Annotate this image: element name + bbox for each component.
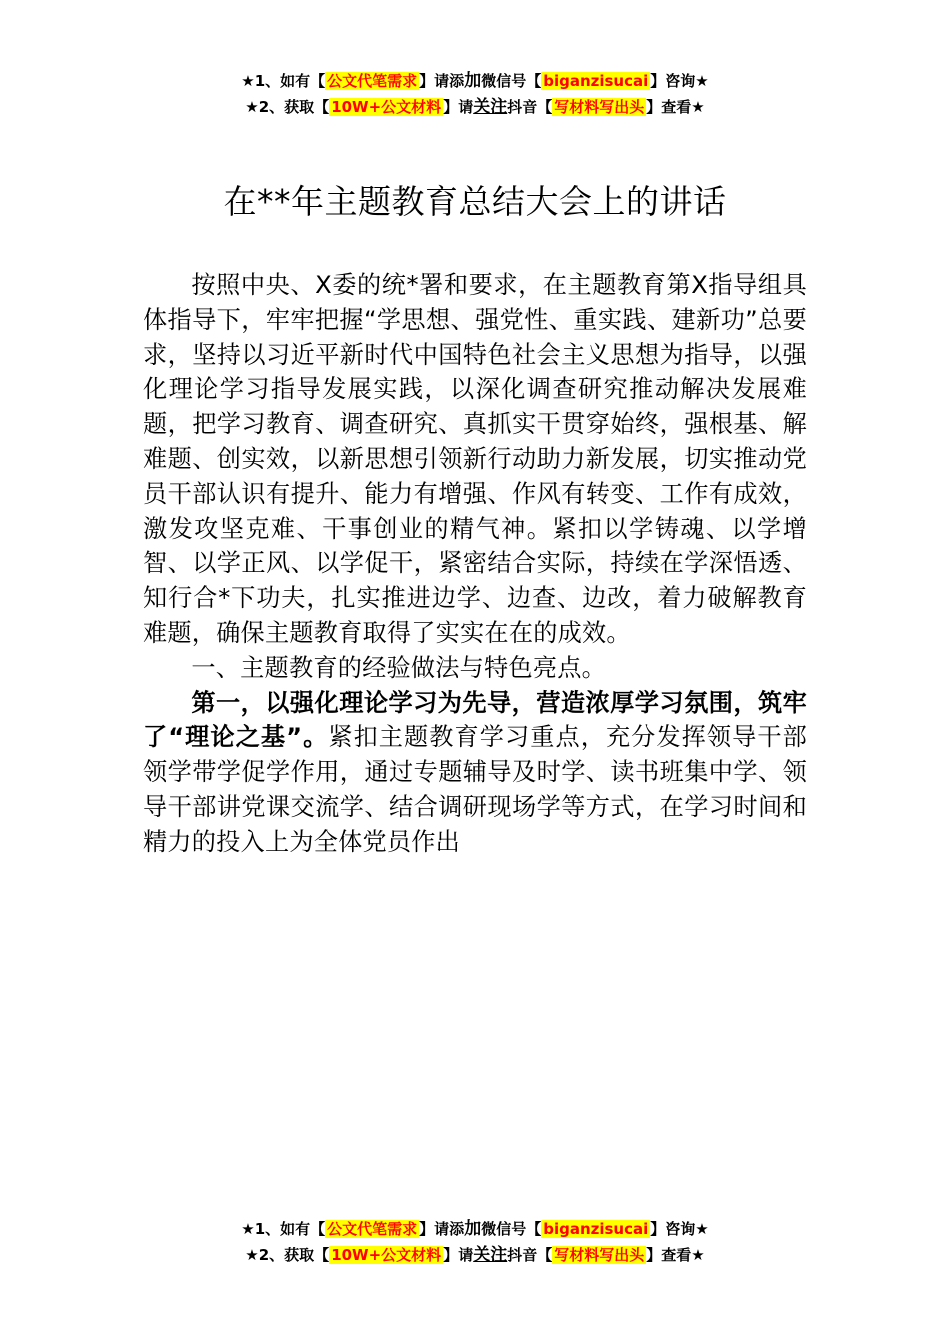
banner-text: ★1、如有【 <box>241 72 326 90</box>
paragraph-section-heading: 一、主题教育的经验做法与特色亮点。 <box>191 653 606 682</box>
banner-text: ★1、如有【 <box>241 1220 326 1238</box>
banner-text: ★2、获取【 <box>245 1246 330 1264</box>
banner-text: 】请添 <box>419 72 465 90</box>
first-point-text: 紧扣主题教育学习重点，充分发挥领导干部领学带学促学作用，通过专题辅导及时学、读书班集中学、领导干部讲党课交流学、结合调研现场学等方式，在学习时间和精力的投入上为全体党员作出 <box>143 723 807 856</box>
banner-line-1 <box>0 1216 950 1242</box>
header-banner <box>0 68 950 120</box>
banner-text: 抖音【 <box>507 1246 553 1264</box>
document-title: 在**年主题教育总结大会上的讲话 <box>223 182 727 221</box>
banner-emphasis: 加 <box>464 1219 482 1239</box>
banner-text: 】请添 <box>419 1220 465 1238</box>
paragraph-first-point <box>143 686 807 860</box>
banner-highlight: 公文代笔需求 <box>327 72 418 90</box>
banner-emphasis: 关注 <box>473 1245 508 1265</box>
banner-text: 】查看★ <box>646 1246 705 1264</box>
banner-text: 】咨询★ <box>650 72 709 90</box>
document-body <box>143 268 807 860</box>
banner-text: 抖音【 <box>507 98 553 116</box>
footer-banner <box>0 1216 950 1268</box>
banner-text: 】咨询★ <box>650 1220 709 1238</box>
banner-highlight: 10W+公文材料 <box>331 1246 442 1264</box>
banner-highlight: biganzisucai <box>543 72 649 90</box>
banner-highlight: 写材料写出头 <box>554 98 645 116</box>
paragraph-intro: 按照中央、X委的统*署和要求，在主题教育第X指导组具体指导下，牢牢把握“学思想、强党性、重实践、建新功”总要求，坚持以习近平新时代中国特色社会主义思想为指导，以强化理论学习指导发展实践，以深化调查研究推动解决发展难题，把学习教育、调查研究、真抓实干贯穿始终，强根基、解难题、创实效，以新思想引领新行动助力新发展，切实推动党员干部认识有提升、能力有增强、作风有转变、工作有成效，激发攻坚克难、干事创业的精气神。紧扣以学铸魂、以学增智、以学正风、以学促干，紧密结合实际，持续在学深悟透、知行合*下功夫，扎实推进边学、边查、边改，着力破解教育难题，确保主题教育取得了实实在在的成效。 <box>143 271 807 647</box>
banner-emphasis: 关注 <box>473 97 508 117</box>
first-point-heading: 第一，以强化理论学习为先导，营造浓厚学习氛围，筑牢了“理论之基”。 <box>143 688 807 752</box>
banner-text: 】请 <box>443 98 474 116</box>
banner-line-2 <box>0 1242 950 1268</box>
banner-text: 】查看★ <box>646 98 705 116</box>
banner-highlight: 写材料写出头 <box>554 1246 645 1264</box>
banner-highlight: 公文代笔需求 <box>327 1220 418 1238</box>
banner-highlight: biganzisucai <box>543 1220 649 1238</box>
banner-text: ★2、获取【 <box>245 98 330 116</box>
banner-line-2 <box>0 94 950 120</box>
banner-line-1 <box>0 68 950 94</box>
banner-highlight: 10W+公文材料 <box>331 98 442 116</box>
banner-text: 微信号【 <box>481 1220 542 1238</box>
banner-text: 】请 <box>443 1246 474 1264</box>
banner-text: 微信号【 <box>481 72 542 90</box>
banner-emphasis: 加 <box>464 71 482 91</box>
